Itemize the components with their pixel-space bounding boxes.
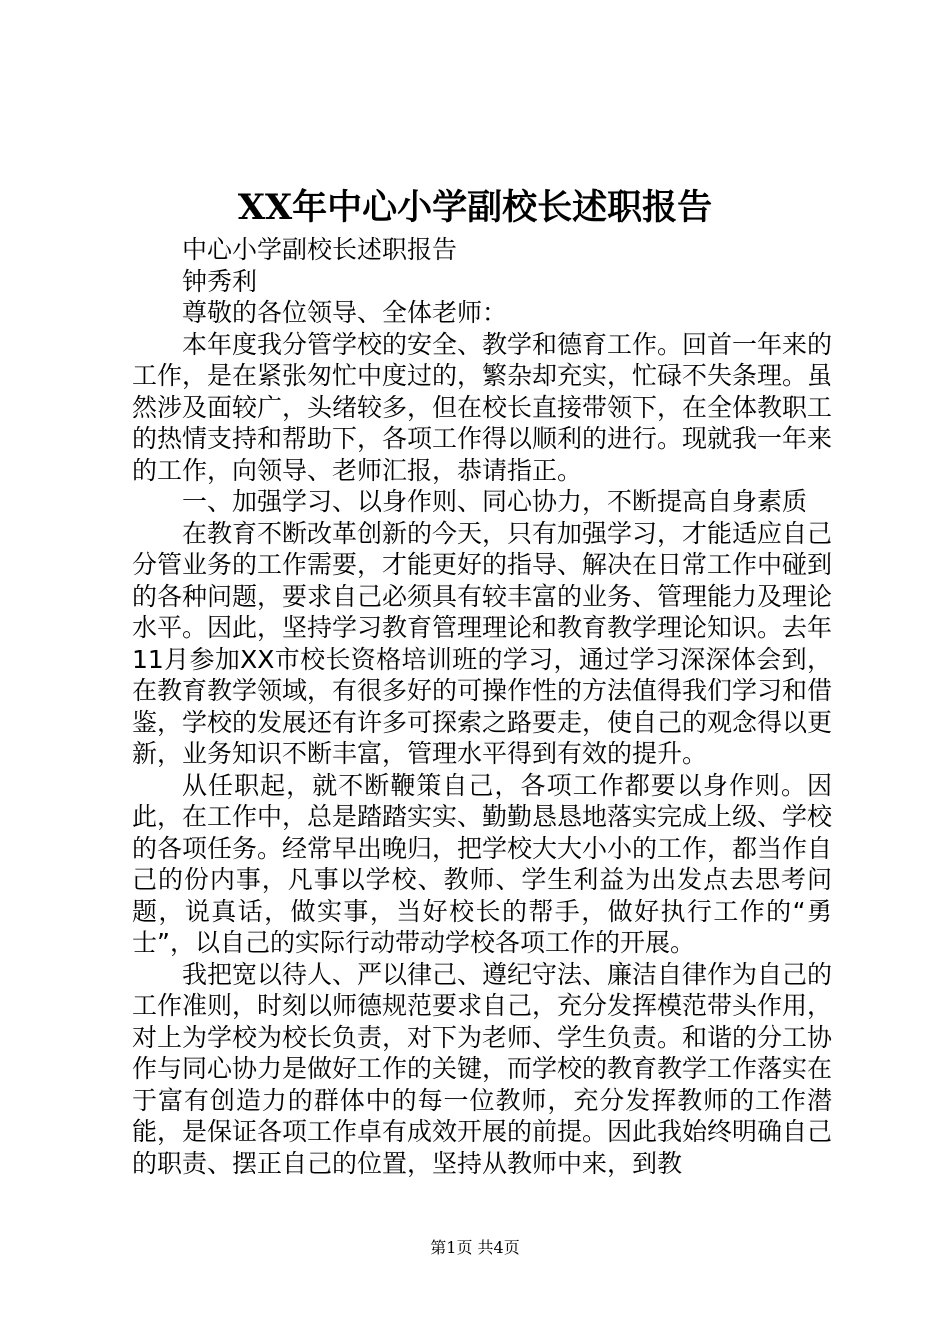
document-body [132,234,832,1179]
body-paragraph: 我把宽以待人、严以律己、遵纪守法、廉洁自律作为自己的工作准则，时刻以师德规范要求自己，充分发挥模范带头作用，对上为学校为校长负责，对下为老师、学生负责。和谐的分工协作与同心协力是做好工作的关键，而学校的教育教学工作落实在于富有创造力的群体中的每一位教师，充分发挥教师的工作潜能，是保证各项工作卓有成效开展的前提。因此我始终明确自己的职责、摆正自己的位置，坚持从教师中来，到教 [132,959,833,1178]
author-paragraph: 钟秀利 [182,266,258,296]
body-paragraph: 在教育不断改革创新的今天，只有加强学习，才能适应自己分管业务的工作需要，才能更好的指导、解决在日常工作中碰到的各种问题，要求自己必须具有较丰富的业务、管理能力及理论水平。因此，坚持学习教育管理理论和教育教学理论知识。去年11月参加XX市校长资格培训班的学习，通过学习深深体会到，在教育教学领域，有很多好的可操作性的方法值得我们学习和借鉴，学校的发展还有许多可探索之路要走，使自己的观念得以更新，业务知识不断丰富，管理水平得到有效的提升。 [132,518,833,768]
salutation-paragraph: 尊敬的各位领导、全体老师： [182,298,508,327]
body-paragraph: 从任职起，就不断鞭策自己，各项工作都要以身作则。因此，在工作中，总是踏踏实实、勤勤恳恳地落实完成上级、学校的各项任务。经常早出晚归，把学校大大小小的工作，都当作自己的份内事，凡事以学校、教师、学生利益为出发点去思考问题，说真话，做实事，当好校长的帮手，做好执行工作的“勇士”，以自己的实际行动带动学校各项工作的开展。 [132,770,833,957]
subtitle-paragraph: 中心小学副校长述职报告 [182,235,458,264]
document-title: XX年中心小学副校长述职报告 [237,187,713,228]
body-paragraph: 本年度我分管学校的安全、教学和德育工作。回首一年来的工作，是在紧张匆忙中度过的，繁杂却充实，忙碌不失条理。虽然涉及面较广，头绪较多，但在校长直接带领下，在全体教职工的热情支持和帮助下，各项工作得以顺利的进行。现就我一年来的工作，向领导、老师汇报，恭请指正。 [132,329,833,485]
section-heading: 一、加强学习、以身作则、同心协力，不断提高自身素质 [182,487,808,516]
page-footer: 第1页 共4页 [430,1238,520,1257]
